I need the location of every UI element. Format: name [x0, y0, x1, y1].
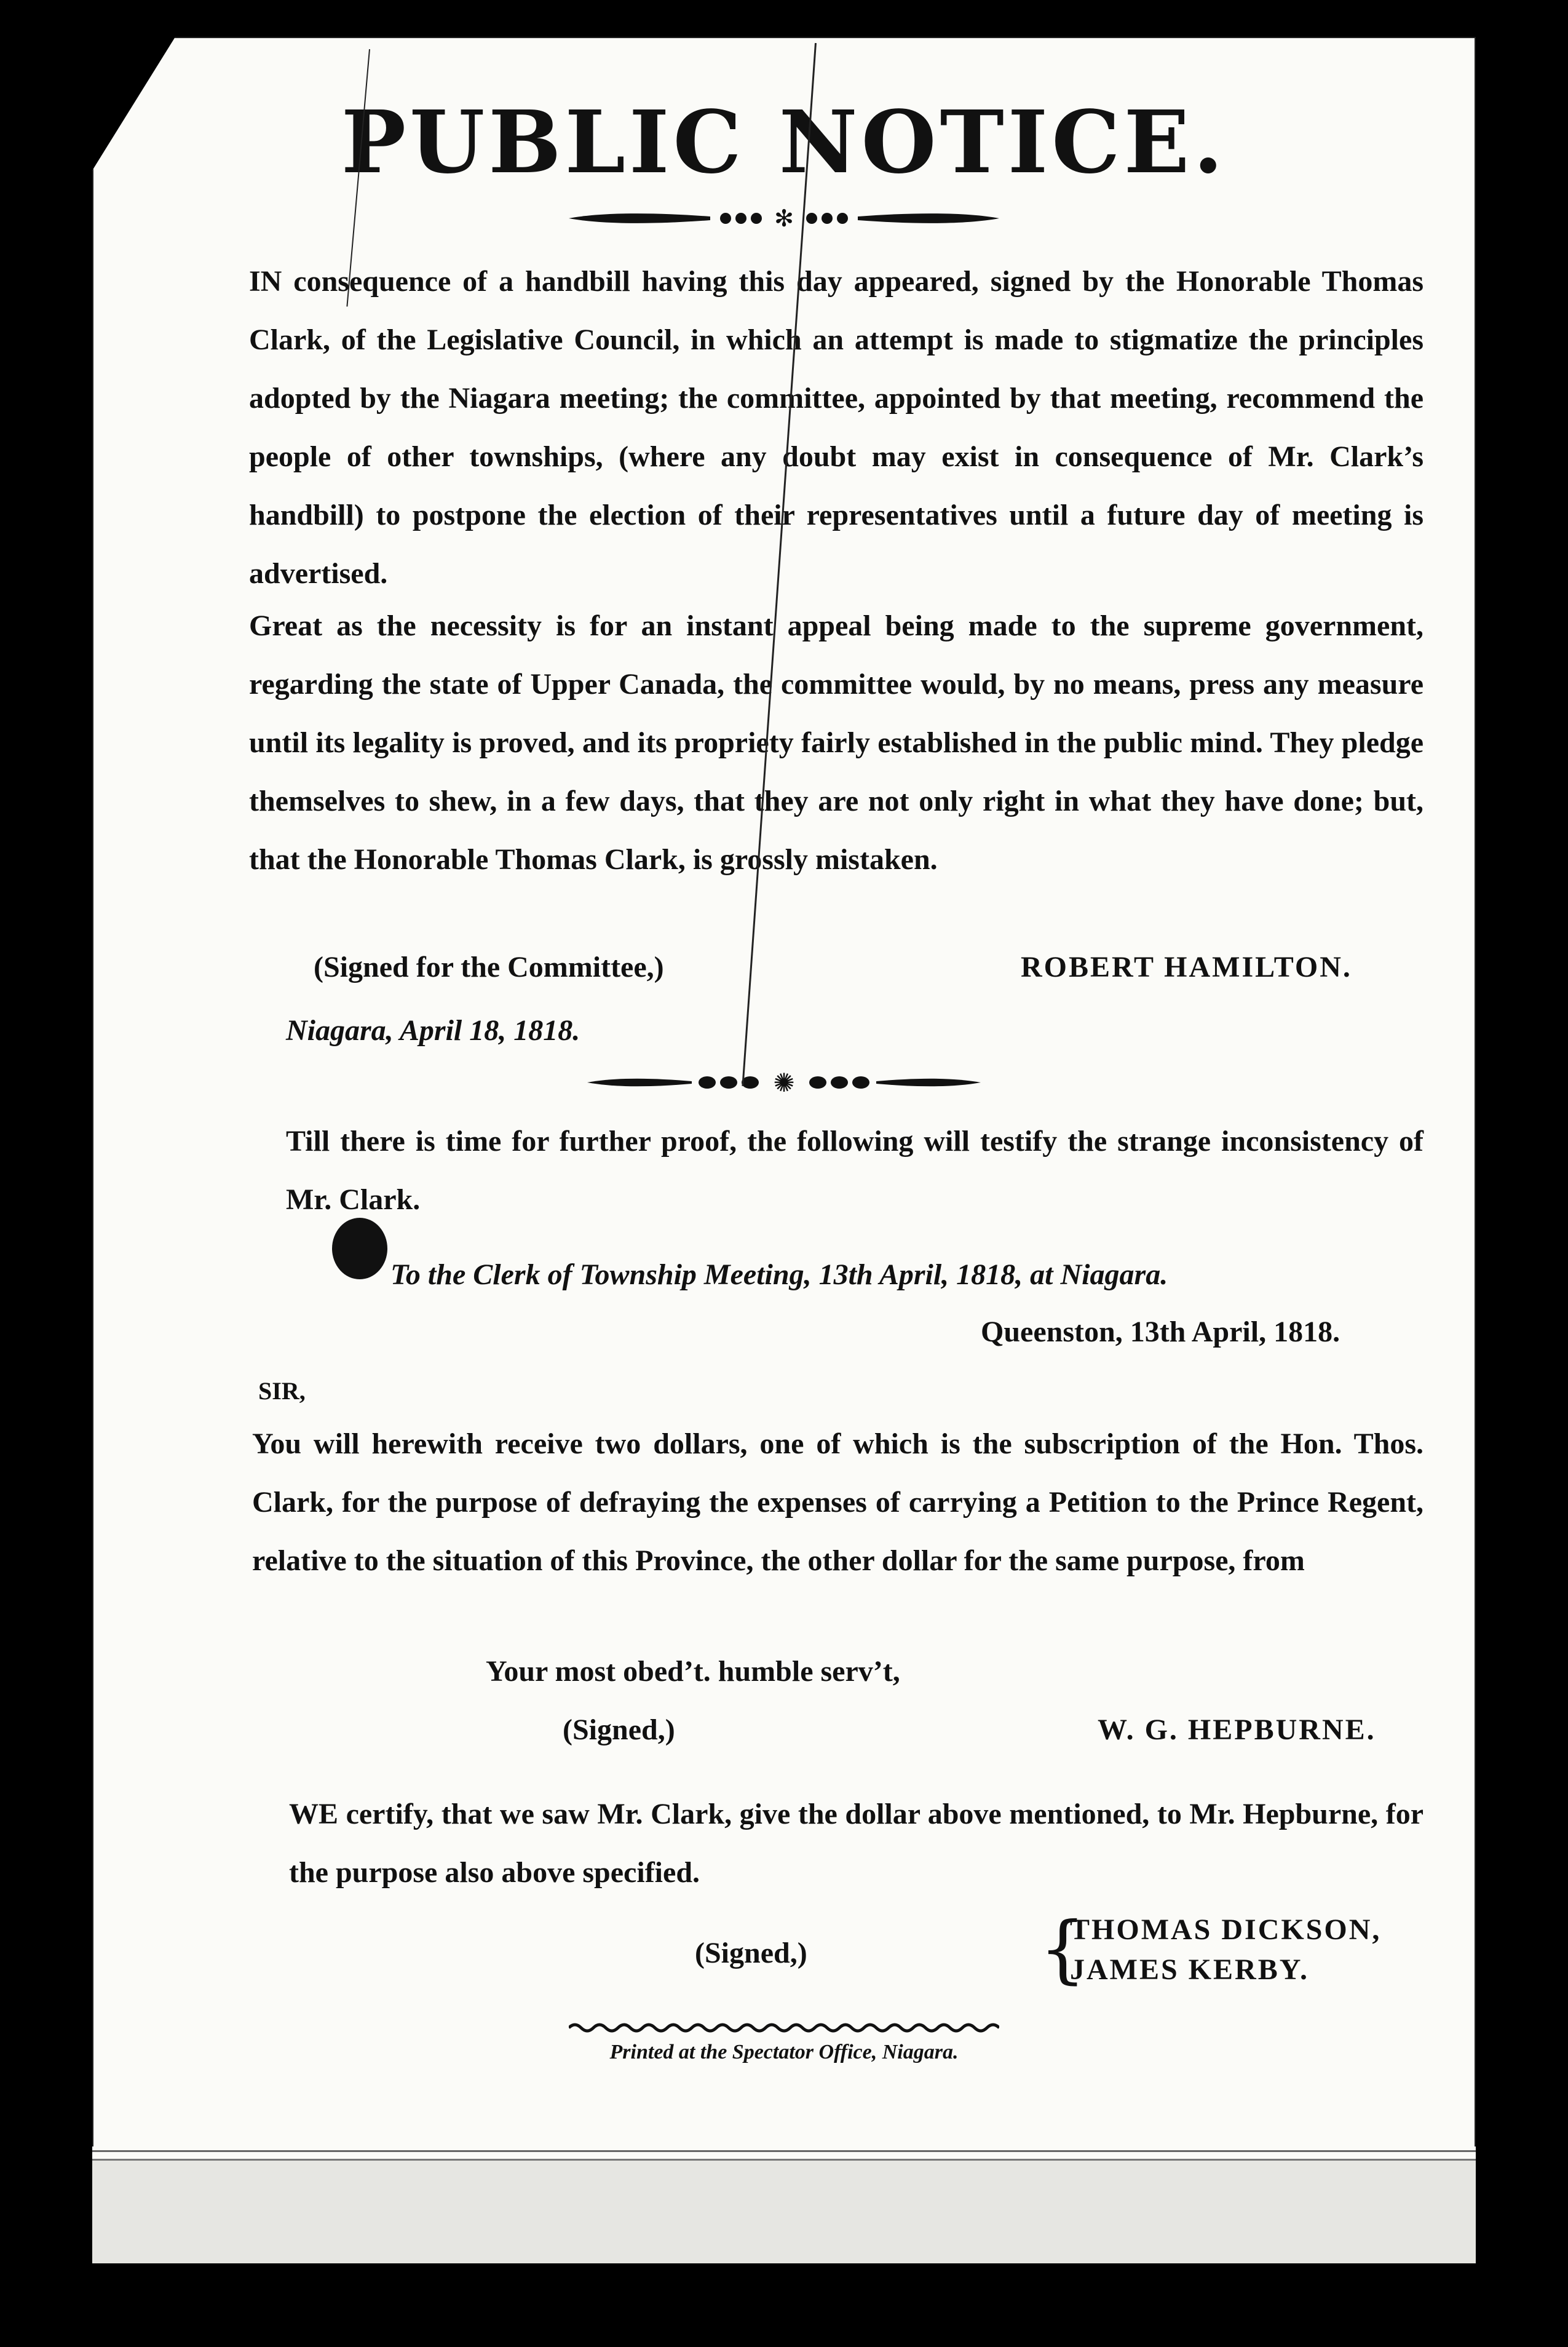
- paragraph-inconsistency: Till there is time for further proof, the following will testify the strange inconsistency of Mr. Clark.: [286, 1125, 1423, 1216]
- paragraph-letter-body: You will herewith receive two dollars, one of which is the subscription of the Hon. Thos. Clark, for the purpose of defraying the expenses of carrying a Petition to the Prince Regent, relative to the situation of this Province, the other dollar for the same purpose, from: [252, 1428, 1423, 1577]
- paragraph-appeal: Great as the necessity is for an instant appeal being made to the supreme government, regarding the state of Upper Canada, the committee would, by no means, press any measure until its legality is proved, and its propriety fairly established in the public mind. They pledge themselves to shew, in a few days, that they are not only right in what they have done; but, that the Honorable Thomas Clark, is grossly mistaken.: [249, 610, 1423, 876]
- certify-signer-kerby: JAMES KERBY.: [1070, 1953, 1309, 1986]
- svg-text:✻: ✻: [774, 205, 794, 232]
- paragraph-handbill: IN consequence of a handbill having this day appeared, signed by the Honorable Thomas Clark, of the Legislative Council, in which an attempt is made to stigmatize the principles adopted by the Niagara meeting; the committee, appointed by that meeting, recommend the people of other townships, (where any doubt may exist in consequence of Mr. Clark’s handbill) to postpone the election of their representatives until a future day of meeting is advertised.: [249, 265, 1423, 590]
- certify-signed-label: (Signed,): [695, 1937, 807, 1969]
- svg-text:✺: ✺: [773, 1068, 795, 1098]
- ornament-scroll-icon: [587, 1067, 981, 1098]
- wave-rule-icon: [569, 2020, 999, 2035]
- paper-bottom-edge: [92, 2146, 1476, 2263]
- ornament-wave-rule: [0, 2020, 1568, 2038]
- letter-address: To the Clerk of Township Meeting, 13th April, 1818, at Niagara.: [390, 1258, 1168, 1291]
- ornament-swirl-icon: [569, 203, 999, 234]
- committee-signed-label: (Signed for the Committee,): [314, 951, 664, 983]
- committee-signer: ROBERT HAMILTON.: [1021, 951, 1352, 983]
- letter-closing: Your most obed’t. humble serv’t,: [486, 1655, 900, 1688]
- certify-signer-dickson: THOMAS DICKSON,: [1070, 1913, 1382, 1946]
- ornament-divider-middle: [0, 1067, 1568, 1100]
- committee-dateline: Niagara, April 18, 1818.: [286, 1014, 580, 1047]
- paragraph-certify: WE certify, that we saw Mr. Clark, give the dollar above mentioned, to Mr. Hepburne, for the purpose also above specified.: [289, 1798, 1423, 1889]
- brace-icon: {: [1039, 1907, 1087, 1992]
- page-title: PUBLIC NOTICE.: [341, 92, 1227, 193]
- letter-salutation: SIR,: [258, 1377, 306, 1405]
- letter-signer: W. G. HEPBURNE.: [1098, 1714, 1376, 1746]
- letter-signed-label: (Signed,): [563, 1714, 675, 1746]
- ink-blot: [332, 1218, 387, 1279]
- printer-imprint: Printed at the Spectator Office, Niagara.: [609, 2041, 959, 2063]
- letter-place-date: Queenston, 13th April, 1818.: [981, 1316, 1340, 1348]
- ornament-divider-top: [0, 203, 1568, 236]
